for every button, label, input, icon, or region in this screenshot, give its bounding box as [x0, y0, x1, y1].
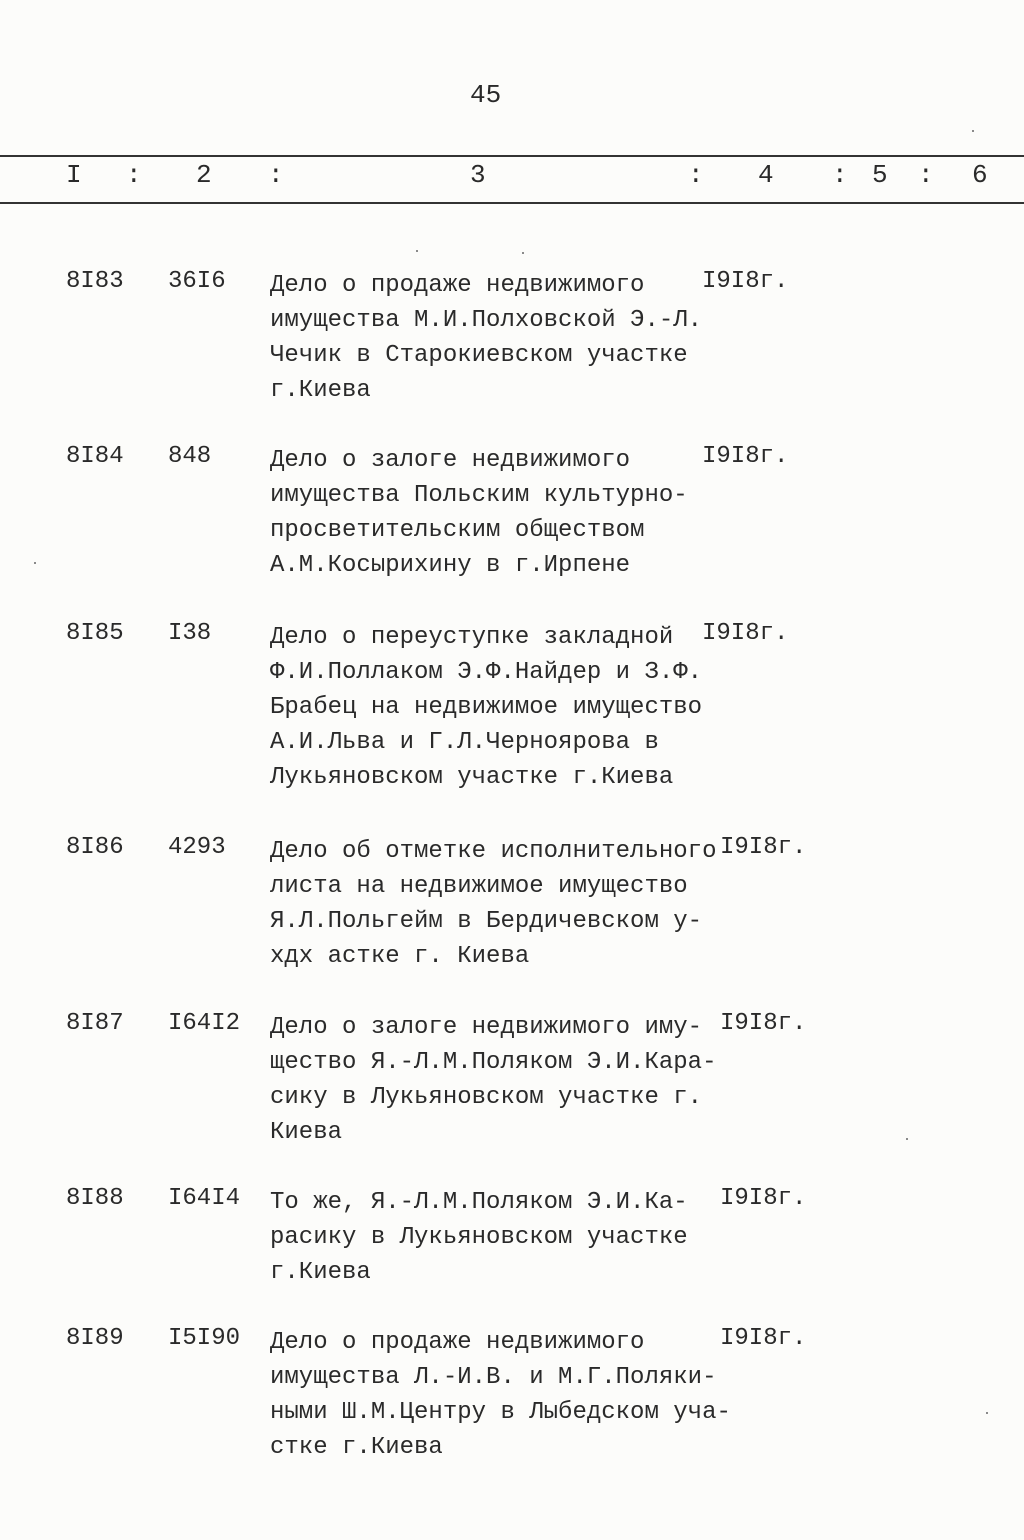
- description-line: имущества М.И.Полховской Э.-Л.: [270, 307, 703, 334]
- description-line: Киева: [270, 1119, 343, 1146]
- description-line: То же, Я.-Л.М.Поляком Э.И.Ка-: [270, 1189, 688, 1216]
- description-line: Дело об отметке исполнительного: [270, 838, 717, 865]
- case-number: I64I2: [168, 1010, 241, 1037]
- entry-description: [270, 834, 717, 974]
- description-line: стке г.Киева: [270, 1434, 443, 1461]
- entry-description: [270, 1325, 731, 1465]
- description-line: Ф.И.Поллаком Э.Ф.Найдер и З.Ф.: [270, 659, 703, 686]
- case-number: 36I6: [168, 268, 226, 295]
- column-header-6: 6: [972, 160, 988, 190]
- entry-year: I9I8г.: [702, 620, 789, 647]
- case-number: I5I90: [168, 1325, 241, 1352]
- entry-year: I9I8г.: [702, 443, 789, 470]
- description-line: А.М.Косырихину в г.Ирпене: [270, 552, 631, 579]
- scan-speck: [34, 562, 36, 564]
- column-separator: :: [832, 160, 848, 190]
- page-number: 45: [470, 80, 502, 110]
- description-line: г.Киева: [270, 377, 371, 404]
- case-number: 4293: [168, 834, 226, 861]
- description-line: Дело о залоге недвижимого: [270, 447, 631, 474]
- entry-year: I9I8г.: [720, 1010, 807, 1037]
- description-line: Я.Л.Польгейм в Бердичевском у-: [270, 908, 703, 935]
- description-line: просветительским обществом: [270, 517, 645, 544]
- description-line: сику в Лукьяновском участке г.: [270, 1084, 703, 1111]
- scan-speck: [986, 1412, 988, 1414]
- description-line: Дело о продаже недвижимого: [270, 272, 645, 299]
- description-line: г.Киева: [270, 1259, 371, 1286]
- scan-speck: [906, 1138, 908, 1140]
- entry-description: [270, 443, 710, 583]
- column-separator: :: [918, 160, 934, 190]
- description-line: щество Я.-Л.М.Поляком Э.И.Кара-: [270, 1049, 717, 1076]
- description-line: Брабец на недвижимое имущество: [270, 694, 703, 721]
- column-separator: :: [126, 160, 142, 190]
- entry-year: I9I8г.: [720, 1185, 807, 1212]
- case-number: I64I4: [168, 1185, 241, 1212]
- case-number: I38: [168, 620, 212, 647]
- entry-number: 8I89: [66, 1325, 124, 1352]
- description-line: Лукьяновском участке г.Киева: [270, 764, 674, 791]
- description-line: имущества Л.-И.В. и М.Г.Поляки-: [270, 1364, 717, 1391]
- entry-description: [270, 268, 710, 408]
- column-header-3: 3: [470, 160, 486, 190]
- description-line: Чечик в Старокиевском участке: [270, 342, 688, 369]
- entry-description: [270, 1185, 710, 1290]
- entry-description: [270, 1010, 717, 1150]
- column-separator: :: [688, 160, 704, 190]
- entry-year: I9I8г.: [720, 1325, 807, 1352]
- description-line: листа на недвижимое имущество: [270, 873, 688, 900]
- description-line: ными Ш.М.Центру в Лыбедском уча-: [270, 1399, 731, 1426]
- description-line: имущества Польским культурно-: [270, 482, 688, 509]
- entry-number: 8I88: [66, 1185, 124, 1212]
- description-line: А.И.Льва и Г.Л.Чернoярова в: [270, 729, 659, 756]
- scan-speck: [522, 252, 524, 254]
- case-number: 848: [168, 443, 212, 470]
- entry-year: I9I8г.: [702, 268, 789, 295]
- entry-number: 8I84: [66, 443, 124, 470]
- entry-year: I9I8г.: [720, 834, 807, 861]
- column-header-5: 5: [872, 160, 888, 190]
- header-rule-bottom: [0, 202, 1024, 204]
- column-header-2: 2: [196, 160, 212, 190]
- description-line: расику в Лукьяновском участке: [270, 1224, 688, 1251]
- entry-number: 8I83: [66, 268, 124, 295]
- description-line: Дело о продаже недвижимого: [270, 1329, 645, 1356]
- scan-speck: [416, 250, 418, 252]
- description-line: Дело о залоге недвижимого иму-: [270, 1014, 703, 1041]
- column-header-4: 4: [758, 160, 774, 190]
- description-line: хдх астке г. Киева: [270, 943, 530, 970]
- column-header-1: I: [66, 160, 82, 190]
- column-separator: :: [268, 160, 284, 190]
- entry-description: [270, 620, 710, 795]
- entry-number: 8I85: [66, 620, 124, 647]
- entry-number: 8I86: [66, 834, 124, 861]
- description-line: Дело о переуступке закладной: [270, 624, 674, 651]
- header-rule-top: [0, 155, 1024, 157]
- scan-speck: [972, 130, 974, 132]
- entry-number: 8I87: [66, 1010, 124, 1037]
